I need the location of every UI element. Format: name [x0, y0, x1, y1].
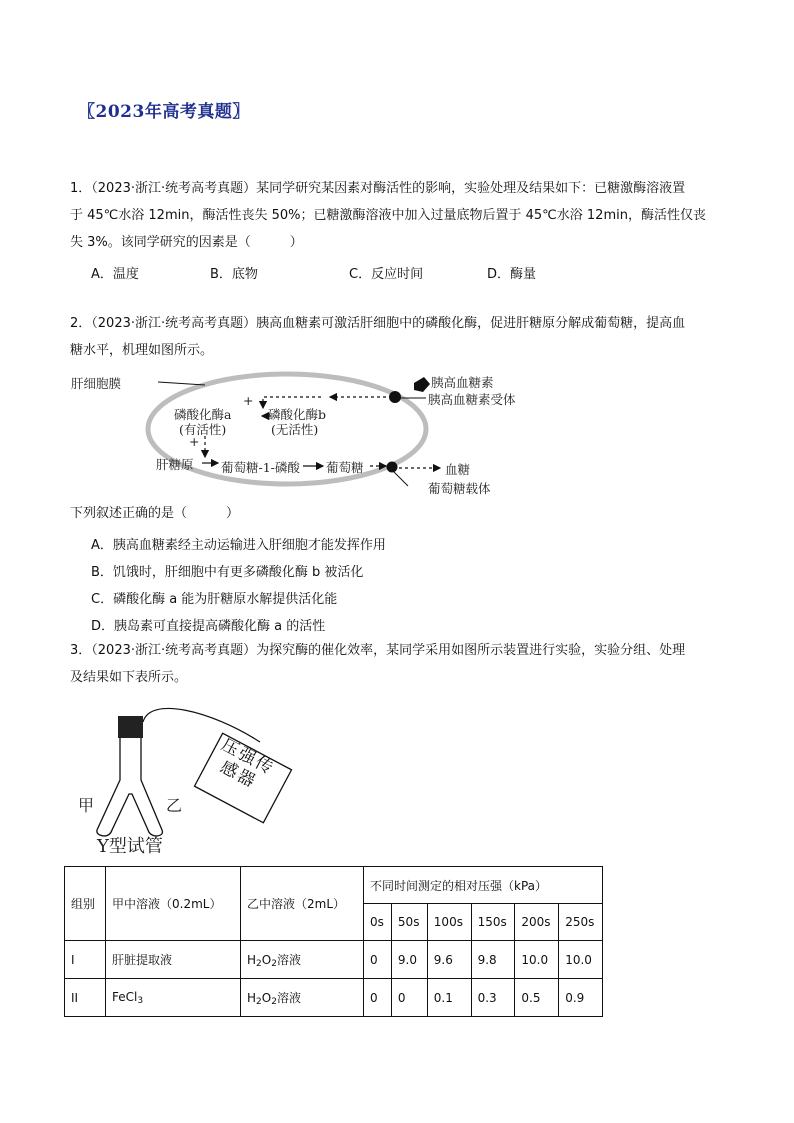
- tube-stopper: [118, 716, 143, 738]
- q3-line-2: 及结果如下表所示。: [70, 670, 188, 685]
- cell-value: 0.9: [559, 979, 603, 1017]
- table-row: [65, 979, 603, 1017]
- sensor-label: 压强传感器: [216, 734, 278, 793]
- header-time: 0s: [364, 904, 392, 941]
- q2-option-a[interactable]: A．胰高血糖素经主动运输进入肝细胞才能发挥作用: [91, 538, 386, 553]
- cell-value: 0: [391, 979, 427, 1017]
- sensor-cable: [143, 708, 260, 742]
- membrane-leader-line: [158, 382, 205, 385]
- q2-option-b[interactable]: B．饥饿时，肝细胞中有更多磷酸化酶 b 被活化: [91, 565, 364, 580]
- cell-value: 0.1: [427, 979, 471, 1017]
- header-time: 250s: [559, 904, 603, 941]
- label-membrane: 肝细胞膜: [71, 376, 122, 391]
- label-glycogen: 肝糖原: [156, 457, 194, 472]
- cell-value: 10.0: [515, 941, 559, 979]
- q2-line-1: 2．（2023·浙江·统考高考真题）胰高血糖素可激活肝细胞中的磷酸化酶，促进肝糖原分解成葡萄糖，提高血: [70, 316, 686, 331]
- cell-yi: $H_2O_2$溶液: [241, 979, 364, 1017]
- label-blood-glucose: 血糖: [445, 462, 471, 477]
- q1-option-d[interactable]: D．酶量: [487, 267, 537, 282]
- cell-yi: $H_2O_2$溶液: [241, 941, 364, 979]
- receptor-shape: [389, 391, 401, 403]
- cell-value: 9.6: [427, 941, 471, 979]
- q1-option-c[interactable]: C．反应时间: [349, 267, 424, 282]
- table-row: [65, 941, 603, 979]
- plus-sign-2: +: [189, 434, 200, 449]
- cell-value: 0: [364, 941, 392, 979]
- q1-line-3: 失 3%。该同学研究的因素是（ ）: [70, 235, 303, 250]
- results-table: [64, 866, 603, 1017]
- label-enzyme-b-state: (无活性): [271, 422, 319, 437]
- header-time: 50s: [391, 904, 427, 941]
- q2-option-d[interactable]: D．胰岛素可直接提高磷酸化酶 a 的活性: [91, 619, 326, 634]
- cell-value: 0.3: [471, 979, 515, 1017]
- cell-value: 9.8: [471, 941, 515, 979]
- q2-option-c[interactable]: C．磷酸化酶 a 能为肝糖原水解提供活化能: [91, 592, 338, 607]
- cell-value: 0.5: [515, 979, 559, 1017]
- header-group: 组别: [65, 867, 106, 941]
- label-glucose: 葡萄糖: [326, 460, 364, 475]
- cell-jia: FeCl$_3$: [106, 979, 241, 1017]
- q1-line-2: 于 45℃水浴 12min，酶活性丧失 50%；已糖激酶溶液中加入过量底物后置于 45℃水浴 12min，酶活性仅丧: [70, 208, 706, 223]
- glucose-carrier-shape: [387, 462, 398, 473]
- cell-group: II: [65, 979, 106, 1017]
- label-glucagon: 胰高血糖素: [431, 375, 494, 390]
- header-jia-solution: 甲中溶液（0.2mL）: [106, 867, 241, 941]
- label-y-tube: Y型试管: [97, 836, 163, 857]
- header-yi-solution: 乙中溶液（2mL）: [241, 867, 364, 941]
- header-time: 100s: [427, 904, 471, 941]
- q1-line-1: 1．（2023·浙江·统考高考真题）某同学研究某因素对酶活性的影响，实验处理及结果如下：已糖激酶溶液置: [70, 181, 686, 196]
- label-g1p: 葡萄糖-1-磷酸: [221, 460, 300, 475]
- cell-group: I: [65, 941, 106, 979]
- header-pressure: 不同时间测定的相对压强（kPa）: [364, 867, 603, 904]
- header-time: 150s: [471, 904, 515, 941]
- q1-option-b[interactable]: B．底物: [210, 267, 258, 282]
- cell-value: 9.0: [391, 941, 427, 979]
- cell-jia: 肝脏提取液: [106, 941, 241, 979]
- label-enzyme-a: 磷酸化酶a: [174, 407, 232, 422]
- header-time: 200s: [515, 904, 559, 941]
- q2-line-2: 糖水平，机理如图所示。: [70, 343, 214, 358]
- cell-value: 10.0: [559, 941, 603, 979]
- label-enzyme-b: 磷酸化酶b: [268, 407, 327, 422]
- y-tube-outline: [97, 738, 163, 836]
- label-jia: 甲: [78, 796, 95, 815]
- label-receptor: 胰高血糖素受体: [428, 392, 516, 407]
- q2-stem: 下列叙述正确的是（ ）: [70, 506, 240, 521]
- label-yi: 乙: [166, 796, 183, 815]
- carrier-leader-line: [394, 472, 408, 486]
- q3-line-1: 3．（2023·浙江·统考高考真题）为探究酶的催化效率，某同学采用如图所示装置进行实验，实验分组、处理: [70, 643, 686, 658]
- section-heading: 〖2023年高考真题〗: [78, 102, 250, 122]
- plus-sign-1: +: [243, 393, 254, 408]
- label-glucose-carrier: 葡萄糖载体: [428, 481, 491, 496]
- cell-value: 0: [364, 979, 392, 1017]
- label-enzyme-a-state: (有活性): [179, 422, 227, 437]
- q1-option-a[interactable]: A．温度: [91, 267, 139, 282]
